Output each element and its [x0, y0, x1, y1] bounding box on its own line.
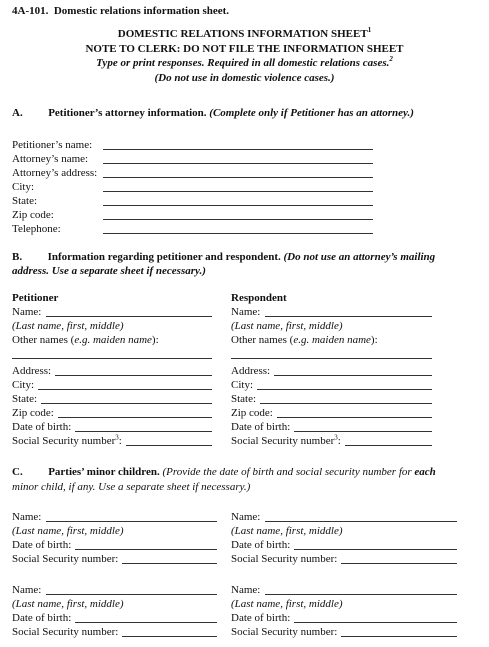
- footnote-1: 1: [367, 26, 372, 35]
- respondent-dob-field[interactable]: [294, 431, 432, 432]
- child-3-name-hint: (Last name, first, middle): [12, 598, 124, 610]
- petitioner-ssn-field[interactable]: [126, 445, 212, 446]
- respondent-ssn-field[interactable]: [345, 445, 432, 446]
- child-4-ssn-label: Social Security number:: [231, 626, 338, 638]
- petitioner-ssn-label: Social Security number$^3$:: [12, 433, 122, 447]
- petitioner-name-field[interactable]: [46, 316, 212, 317]
- rule-title: Domestic relations information sheet.: [53, 5, 230, 17]
- petitioner-state-field[interactable]: [41, 403, 212, 404]
- city-field[interactable]: [103, 191, 373, 192]
- petitioner-name-field[interactable]: [103, 149, 373, 150]
- respondent-heading: Respondent: [231, 292, 287, 304]
- respondent-other-names-label: Other names (e.g. maiden name):: [231, 334, 378, 346]
- respondent-zip-label: Zip code:: [231, 407, 273, 419]
- attorney-address-label: Attorney’s address:: [12, 167, 98, 179]
- attorney-address-field[interactable]: [103, 177, 373, 178]
- child-1-dob-label: Date of birth:: [12, 539, 72, 551]
- attorney-name-label: Attorney’s name:: [12, 153, 89, 165]
- child-3-ssn-field[interactable]: [122, 636, 217, 637]
- instructions: Type or print responses. Required in all domestic relations cases.$^2$: [96, 55, 393, 69]
- dv-note: (Do not use in domestic violence cases.): [154, 72, 335, 84]
- petitioner-address-label: Address:: [12, 365, 52, 377]
- petitioner-heading: Petitioner: [12, 292, 59, 304]
- respondent-city-field[interactable]: [257, 389, 432, 390]
- child-4-name-field[interactable]: [265, 594, 457, 595]
- child-4-dob-label: Date of birth:: [231, 612, 291, 624]
- respondent-city-label: City:: [231, 379, 254, 391]
- petitioner-name-label: Petitioner’s name:: [12, 139, 93, 151]
- respondent-footnote-3: 3: [334, 433, 338, 442]
- respondent-state-field[interactable]: [260, 403, 432, 404]
- footnote-2: 2: [389, 55, 393, 64]
- child-1-dob-field[interactable]: [75, 549, 217, 550]
- child-2-name-field[interactable]: [265, 521, 457, 522]
- child-4-ssn-field[interactable]: [341, 636, 457, 637]
- respondent-state-label: State:: [231, 393, 257, 405]
- child-2-name-hint: (Last name, first, middle): [231, 525, 343, 537]
- respondent-address-label: Address:: [231, 365, 271, 377]
- petitioner-dob-label: Date of birth:: [12, 421, 72, 433]
- child-4-name-label: Name:: [231, 584, 261, 596]
- attorney-name-field[interactable]: [103, 163, 373, 164]
- petitioner-city-field[interactable]: [38, 389, 212, 390]
- respondent-dob-label: Date of birth:: [231, 421, 291, 433]
- petitioner-other-names-field[interactable]: [12, 358, 212, 359]
- petitioner-name-label: Name:: [12, 306, 42, 318]
- child-3-dob-field[interactable]: [75, 622, 217, 623]
- petitioner-zip-label: Zip code:: [12, 407, 54, 419]
- child-2-dob-label: Date of birth:: [231, 539, 291, 551]
- respondent-ssn-label: Social Security number$^3$:: [231, 433, 341, 447]
- rule-id: 4A-101.: [12, 5, 49, 17]
- petitioner-city-label: City:: [12, 379, 35, 391]
- respondent-zip-field[interactable]: [277, 417, 432, 418]
- child-1-name-field[interactable]: [46, 521, 217, 522]
- petitioner-address-field[interactable]: [55, 375, 212, 376]
- child-3-ssn-label: Social Security number:: [12, 626, 119, 638]
- respondent-other-names-field[interactable]: [231, 358, 432, 359]
- respondent-name-hint: (Last name, first, middle): [231, 320, 343, 332]
- petitioner-footnote-3: 3: [115, 433, 119, 442]
- clerk-note: NOTE TO CLERK: DO NOT FILE THE INFORMATION SHEET: [85, 43, 404, 55]
- state-label: State:: [12, 195, 38, 207]
- child-1-name-label: Name:: [12, 511, 42, 523]
- child-2-name-label: Name:: [231, 511, 261, 523]
- section-c-heading: C. Parties’ minor children. (Provide the date of birth and social security number for each: [12, 466, 436, 478]
- section-a-heading: A. Petitioner’s attorney information. (Complete only if Petitioner has an attorney.): [12, 107, 414, 119]
- telephone-field[interactable]: [103, 233, 373, 234]
- petitioner-dob-field[interactable]: [75, 431, 212, 432]
- telephone-label: Telephone:: [12, 223, 61, 235]
- child-3-name-field[interactable]: [46, 594, 217, 595]
- child-2-ssn-field[interactable]: [341, 563, 457, 564]
- state-field[interactable]: [103, 205, 373, 206]
- respondent-name-field[interactable]: [265, 316, 432, 317]
- child-1-name-hint: (Last name, first, middle): [12, 525, 124, 537]
- respondent-name-label: Name:: [231, 306, 261, 318]
- child-2-ssn-label: Social Security number:: [231, 553, 338, 565]
- child-3-name-label: Name:: [12, 584, 42, 596]
- child-2-dob-field[interactable]: [294, 549, 457, 550]
- rule-header: [12, 4, 229, 18]
- petitioner-state-label: State:: [12, 393, 38, 405]
- petitioner-name-hint: (Last name, first, middle): [12, 320, 124, 332]
- child-1-ssn-label: Social Security number:: [12, 553, 119, 565]
- zip-code-label: Zip code:: [12, 209, 54, 221]
- respondent-address-field[interactable]: [274, 375, 432, 376]
- child-4-name-hint: (Last name, first, middle): [231, 598, 343, 610]
- petitioner-other-names-label: Other names (e.g. maiden name):: [12, 334, 159, 346]
- form-title: DOMESTIC RELATIONS INFORMATION SHEET$^1$: [117, 26, 372, 40]
- child-3-dob-label: Date of birth:: [12, 612, 72, 624]
- petitioner-zip-field[interactable]: [58, 417, 212, 418]
- section-b-note: address. Use a separate sheet if necessary.): [12, 265, 206, 277]
- child-1-ssn-field[interactable]: [122, 563, 217, 564]
- section-c-note: minor child, if any. Use a separate sheet if necessary.): [12, 481, 251, 493]
- city-label: City:: [12, 181, 35, 193]
- zip-code-field[interactable]: [103, 219, 373, 220]
- child-4-dob-field[interactable]: [294, 622, 457, 623]
- section-b-heading: B. Information regarding petitioner and respondent. (Do not use an attorney’s mailing: [12, 251, 436, 263]
